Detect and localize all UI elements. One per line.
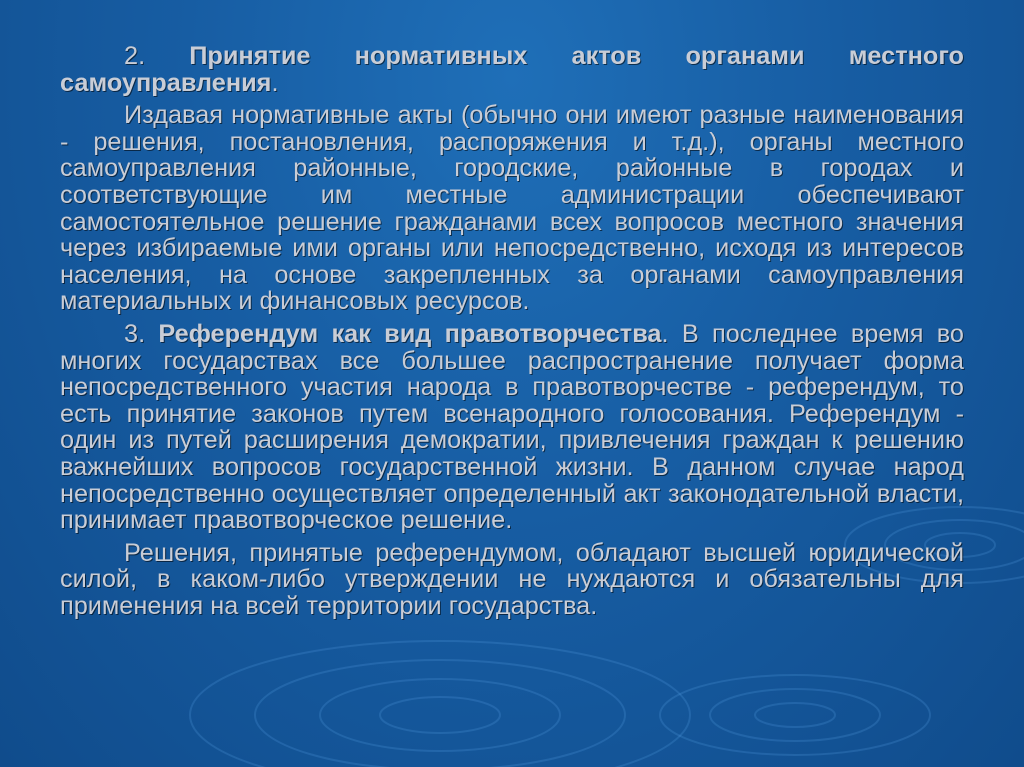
- paragraph-3: [60, 321, 964, 534]
- paragraph-3-heading: Референдум как вид правотворчества: [158, 319, 662, 348]
- paragraph-referendum-decisions: Решения, принятые референдумом, обладают высшей юридической силой, в каком-либо утверждении не нуждаются и обязательны для применения на всей территории государства.: [60, 538, 964, 620]
- paragraph-normative-acts: Издавая нормативные акты (обычно они имеют разные наименования - решения, постановления, распоряжения и т.д.), органы местного самоуправления районные, городские, районные в городах и соответствующие им местные администрации обеспечивают самостоятельное решение гражданами всех вопросов местного значения через избираемые ими органы или непосредственно, исходя из интересов населения, на основе закрепленных за органами самоуправления материальных и финансовых ресурсов.: [60, 101, 964, 316]
- slide-body: [60, 43, 964, 625]
- paragraph-3-text: . В последнее время во многих государствах все большее распространение получает форма непосредственного участия народа в правотворчестве - референдум, то есть принятие законов путем всенародного голосования. Референдум - один из путей расширения демократии, привлечения граждан к решению важнейших вопросов государственной жизни. В данном случае народ непосредственно осуществляет определенный акт законодательной власти, принимает правотворческое решение.: [60, 319, 964, 535]
- paragraph-3-number: 3.: [124, 319, 159, 348]
- paragraph-2-tail: .: [271, 68, 279, 97]
- paragraph-2: [60, 43, 964, 96]
- paragraph-2-number: 2.: [124, 42, 190, 70]
- paragraph-2-heading: Принятие нормативных актов органами местного самоуправления: [60, 42, 964, 97]
